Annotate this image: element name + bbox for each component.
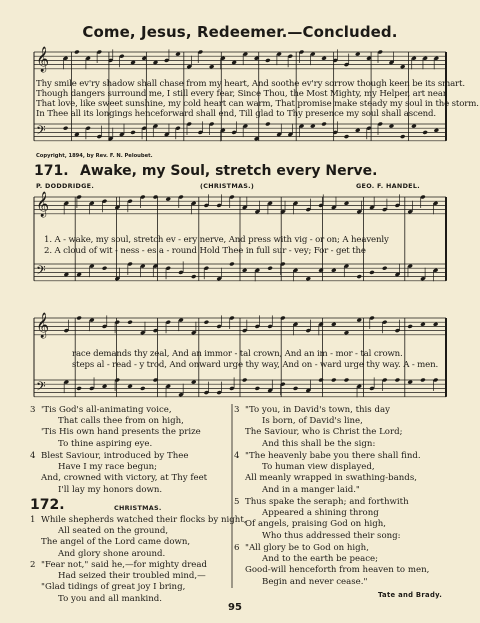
top-system-bass-note <box>63 126 69 131</box>
verse-line: All seated on the ground, <box>58 526 169 537</box>
h171-system2-bass-note <box>344 378 350 383</box>
hymn-171-number: 171. <box>34 163 69 179</box>
h171-system2-treble-note <box>204 320 210 325</box>
verse-line: To you and all mankind. <box>58 593 163 604</box>
h171-system1-treble-note <box>344 201 350 206</box>
top-system-treble-note <box>355 52 361 57</box>
top-system-treble-note <box>209 64 215 69</box>
top-system-bass-note <box>389 124 395 129</box>
h171-system1-bass-clef: 𝄢 <box>36 263 46 281</box>
h171-system2-treble-note <box>407 324 413 329</box>
verse-line: Blest Saviour, introduced by Thee <box>41 451 189 461</box>
h171-system2-bass-note <box>395 378 401 383</box>
hymn-171-composer: GEO. F. HANDEL. <box>356 182 420 190</box>
h171-system2-treble-note <box>127 320 133 325</box>
h171-system2-treble-clef: 𝄞 <box>36 313 50 338</box>
verse-number: 2 <box>30 560 36 570</box>
top-system-treble-note <box>265 58 271 63</box>
hymn-171-lyric-3: race demands thy zeal, And an immor - tal crown, And an im - mor - tal crown. <box>72 349 403 359</box>
top-system-treble-note <box>231 60 237 65</box>
top-system-bass-note <box>74 132 80 137</box>
top-system-bass-note <box>265 122 271 127</box>
verse-line: I'll lay my honors down. <box>58 484 163 495</box>
verse-line: Who thus addressed their song: <box>262 530 401 541</box>
h171-system1-bass-note <box>267 266 273 271</box>
h171-system2-treble-note <box>356 318 362 323</box>
h171-system2-bass-clef: 𝄢 <box>36 379 46 397</box>
verse-number: 1 <box>30 515 36 525</box>
verse-line: Is born, of David's line, <box>262 416 363 427</box>
h171-system1-bass-note <box>191 274 197 279</box>
top-system-bass-note <box>355 128 361 133</box>
top-system-bass-note <box>411 124 417 129</box>
verse-line: Have I my race begun; <box>58 462 158 473</box>
verse-line: "Fear not," said he,—for mighty dread <box>41 560 208 570</box>
top-system-bass-note <box>434 128 440 133</box>
verse-number: 5 <box>234 497 240 507</box>
h171-system2-bass-note <box>420 378 426 383</box>
verse-line: All meanly wrapped in swathing-bands, <box>245 473 417 484</box>
h171-system1-bass-note <box>64 272 70 277</box>
hymn-171-verse-4 <box>30 451 245 496</box>
h171-system2-bass-note <box>407 380 413 385</box>
h171-system1-bass-note <box>229 262 235 267</box>
verse-line: "All glory be to God on high, <box>245 543 369 553</box>
top-system-treble-note <box>175 52 181 57</box>
h171-system2-treble-note <box>344 330 350 335</box>
top-system-bass-note <box>344 134 350 139</box>
top-system-treble-note <box>130 60 136 65</box>
hymn-171-lyric-2: 2. A cloud of wit - ness - es a - round Hold Thee in full sur - vey; For - get the <box>44 246 366 256</box>
h171-system2-treble-note <box>433 322 439 327</box>
top-system-bass-note <box>310 124 316 129</box>
verse-line: And, crowned with victory, at Thy feet <box>41 473 208 484</box>
h171-system2-bass-note <box>191 380 197 385</box>
h171-system1-bass-note <box>369 270 375 275</box>
hymn-172-verse-1 <box>30 515 245 560</box>
top-system-bass-note <box>130 130 136 135</box>
h171-system2-bass-note <box>293 386 299 391</box>
verse-line: The Saviour, who is Christ the Lord; <box>245 427 403 438</box>
hymn-171-title: Awake, my Soul, stretch every Nerve. <box>80 163 378 179</box>
verse-line: Had seized their troubled mind,— <box>58 571 206 582</box>
top-system-bass-note <box>422 130 428 135</box>
verse-number: 4 <box>30 451 36 461</box>
verse-line: To thine aspiring eye. <box>58 438 153 449</box>
verse-line: And to the earth be peace; <box>262 554 378 565</box>
h171-system1-bass-note <box>356 274 362 279</box>
verse-line: 'Tis God's all-animating voice, <box>41 405 172 415</box>
top-system-bass-clef: 𝄢 <box>36 123 46 141</box>
hymn-171-author: P. DODDRIDGE. <box>36 182 95 190</box>
top-system-treble-note <box>74 50 80 55</box>
verse-line: And glory shone around. <box>58 548 166 559</box>
h171-system2-bass-note <box>255 386 261 391</box>
h171-system2-treble-note <box>331 322 337 327</box>
verse-line: Good-will henceforth from heaven to men, <box>245 565 430 576</box>
verse-number: 3 <box>234 405 240 415</box>
h171-system2-bass-note <box>242 378 248 383</box>
hymn-172-verse-2 <box>30 560 245 605</box>
verse-number: 3 <box>30 405 36 415</box>
hymn-172-tune: CHRISTMAS. <box>114 504 162 512</box>
top-system-bass-note <box>321 122 327 127</box>
verse-number: 4 <box>234 451 240 461</box>
verse-line: Of angels, praising God on high, <box>245 519 386 530</box>
hymn-172-verse-6 <box>234 543 454 588</box>
h171-system1-bass-note <box>76 272 82 277</box>
h171-system2-bass-note <box>318 378 324 383</box>
h171-system1-bass-note <box>318 268 324 273</box>
copyright-notice: Copyright, 1894, by Rev. F. N. Peloubet. <box>36 153 153 159</box>
h171-system2-bass-note <box>76 386 82 391</box>
hymn-172-verse-3 <box>234 405 454 450</box>
h171-system1-treble-note <box>165 197 171 202</box>
verse-line: Begin and never cease." <box>262 576 368 587</box>
top-system-treble-note <box>400 64 406 69</box>
top-system-bass-note <box>400 134 406 139</box>
verse-number: 6 <box>234 543 240 553</box>
top-lyric-line-2: Though dangers surround me, I still every fear, Since Thou, the Most Mighty, my Helper, art near <box>36 89 447 99</box>
h171-system1-bass-note <box>305 276 311 281</box>
top-system-treble-note <box>153 60 159 65</box>
h171-system1-bass-note <box>382 266 388 271</box>
h171-system2-bass-note <box>102 384 108 389</box>
top-system-treble-clef: 𝄞 <box>36 47 50 72</box>
hymn-172-verse-5 <box>234 497 454 542</box>
hymn-171-lyric-4: steps al - read - y trod, And onward urge thy way, And on - ward urge thy way. A - men. <box>72 360 439 370</box>
verse-line: And in a manger laid." <box>262 484 360 495</box>
hymn-171-lyric-1: 1. A - wake, my soul, stretch ev - ery nerve, And press with vig - or on; A heavenly <box>44 235 389 245</box>
h171-system1-treble-clef: 𝄞 <box>36 192 50 217</box>
top-lyric-line-3: That love, like sweet sunshine, my cold heart can warm, That promise make steady my soul in the storm. <box>36 99 479 109</box>
top-hymn-title: Come, Jesus, Redeemer.—Concluded. <box>82 23 398 41</box>
h171-system1-bass-note <box>242 268 248 273</box>
h171-system2-bass-note <box>331 378 337 383</box>
verse-line: Appeared a shining throng <box>262 508 379 519</box>
verse-line: While shepherds watched their flocks by night, <box>41 515 247 525</box>
top-lyric-line-4: In Thee all its longings henceforward shall end, Till glad to Thy presence my soul shall ascend. <box>36 109 436 119</box>
hymn-171-tune: (CHRISTMAS.) <box>200 182 255 190</box>
verse-line: Thus spake the seraph; and forthwith <box>245 497 409 507</box>
top-lyric-line-1: Thy smile ev'ry shadow shall chase from my heart, And soothe ev'ry sorrow though keen be its smart. <box>36 79 465 89</box>
hymn-172-attribution: Tate and Brady. <box>378 591 443 599</box>
hymn-172-number: 172. <box>30 497 65 513</box>
verse-line: The angel of the Lord came down, <box>41 537 191 548</box>
verse-line: That calls thee from on high, <box>58 416 184 427</box>
top-system-treble-note <box>321 56 327 61</box>
verse-line: "The heavenly babe you there shall find. <box>245 451 421 461</box>
verse-line: "Glad tidings of great joy I bring, <box>41 582 186 593</box>
page-number: 95 <box>228 602 242 613</box>
h171-system2-bass-note <box>127 384 133 389</box>
verse-line: And this shall be the sign: <box>262 438 376 449</box>
hymn-172-verse-4 <box>234 451 454 496</box>
h171-system2-treble-note <box>420 322 426 327</box>
hymn-171-verse-3 <box>30 405 245 450</box>
h171-system1-bass-note <box>331 268 337 273</box>
verse-line: 'Tis His own hand presents the prize <box>41 427 201 438</box>
h171-system1-bass-note <box>102 266 108 271</box>
verse-line: "To you, in David's town, this day <box>245 405 390 415</box>
h171-system2-bass-note <box>140 386 146 391</box>
h171-system2-treble-note <box>76 316 82 321</box>
verse-line: To human view displayed, <box>262 462 375 473</box>
